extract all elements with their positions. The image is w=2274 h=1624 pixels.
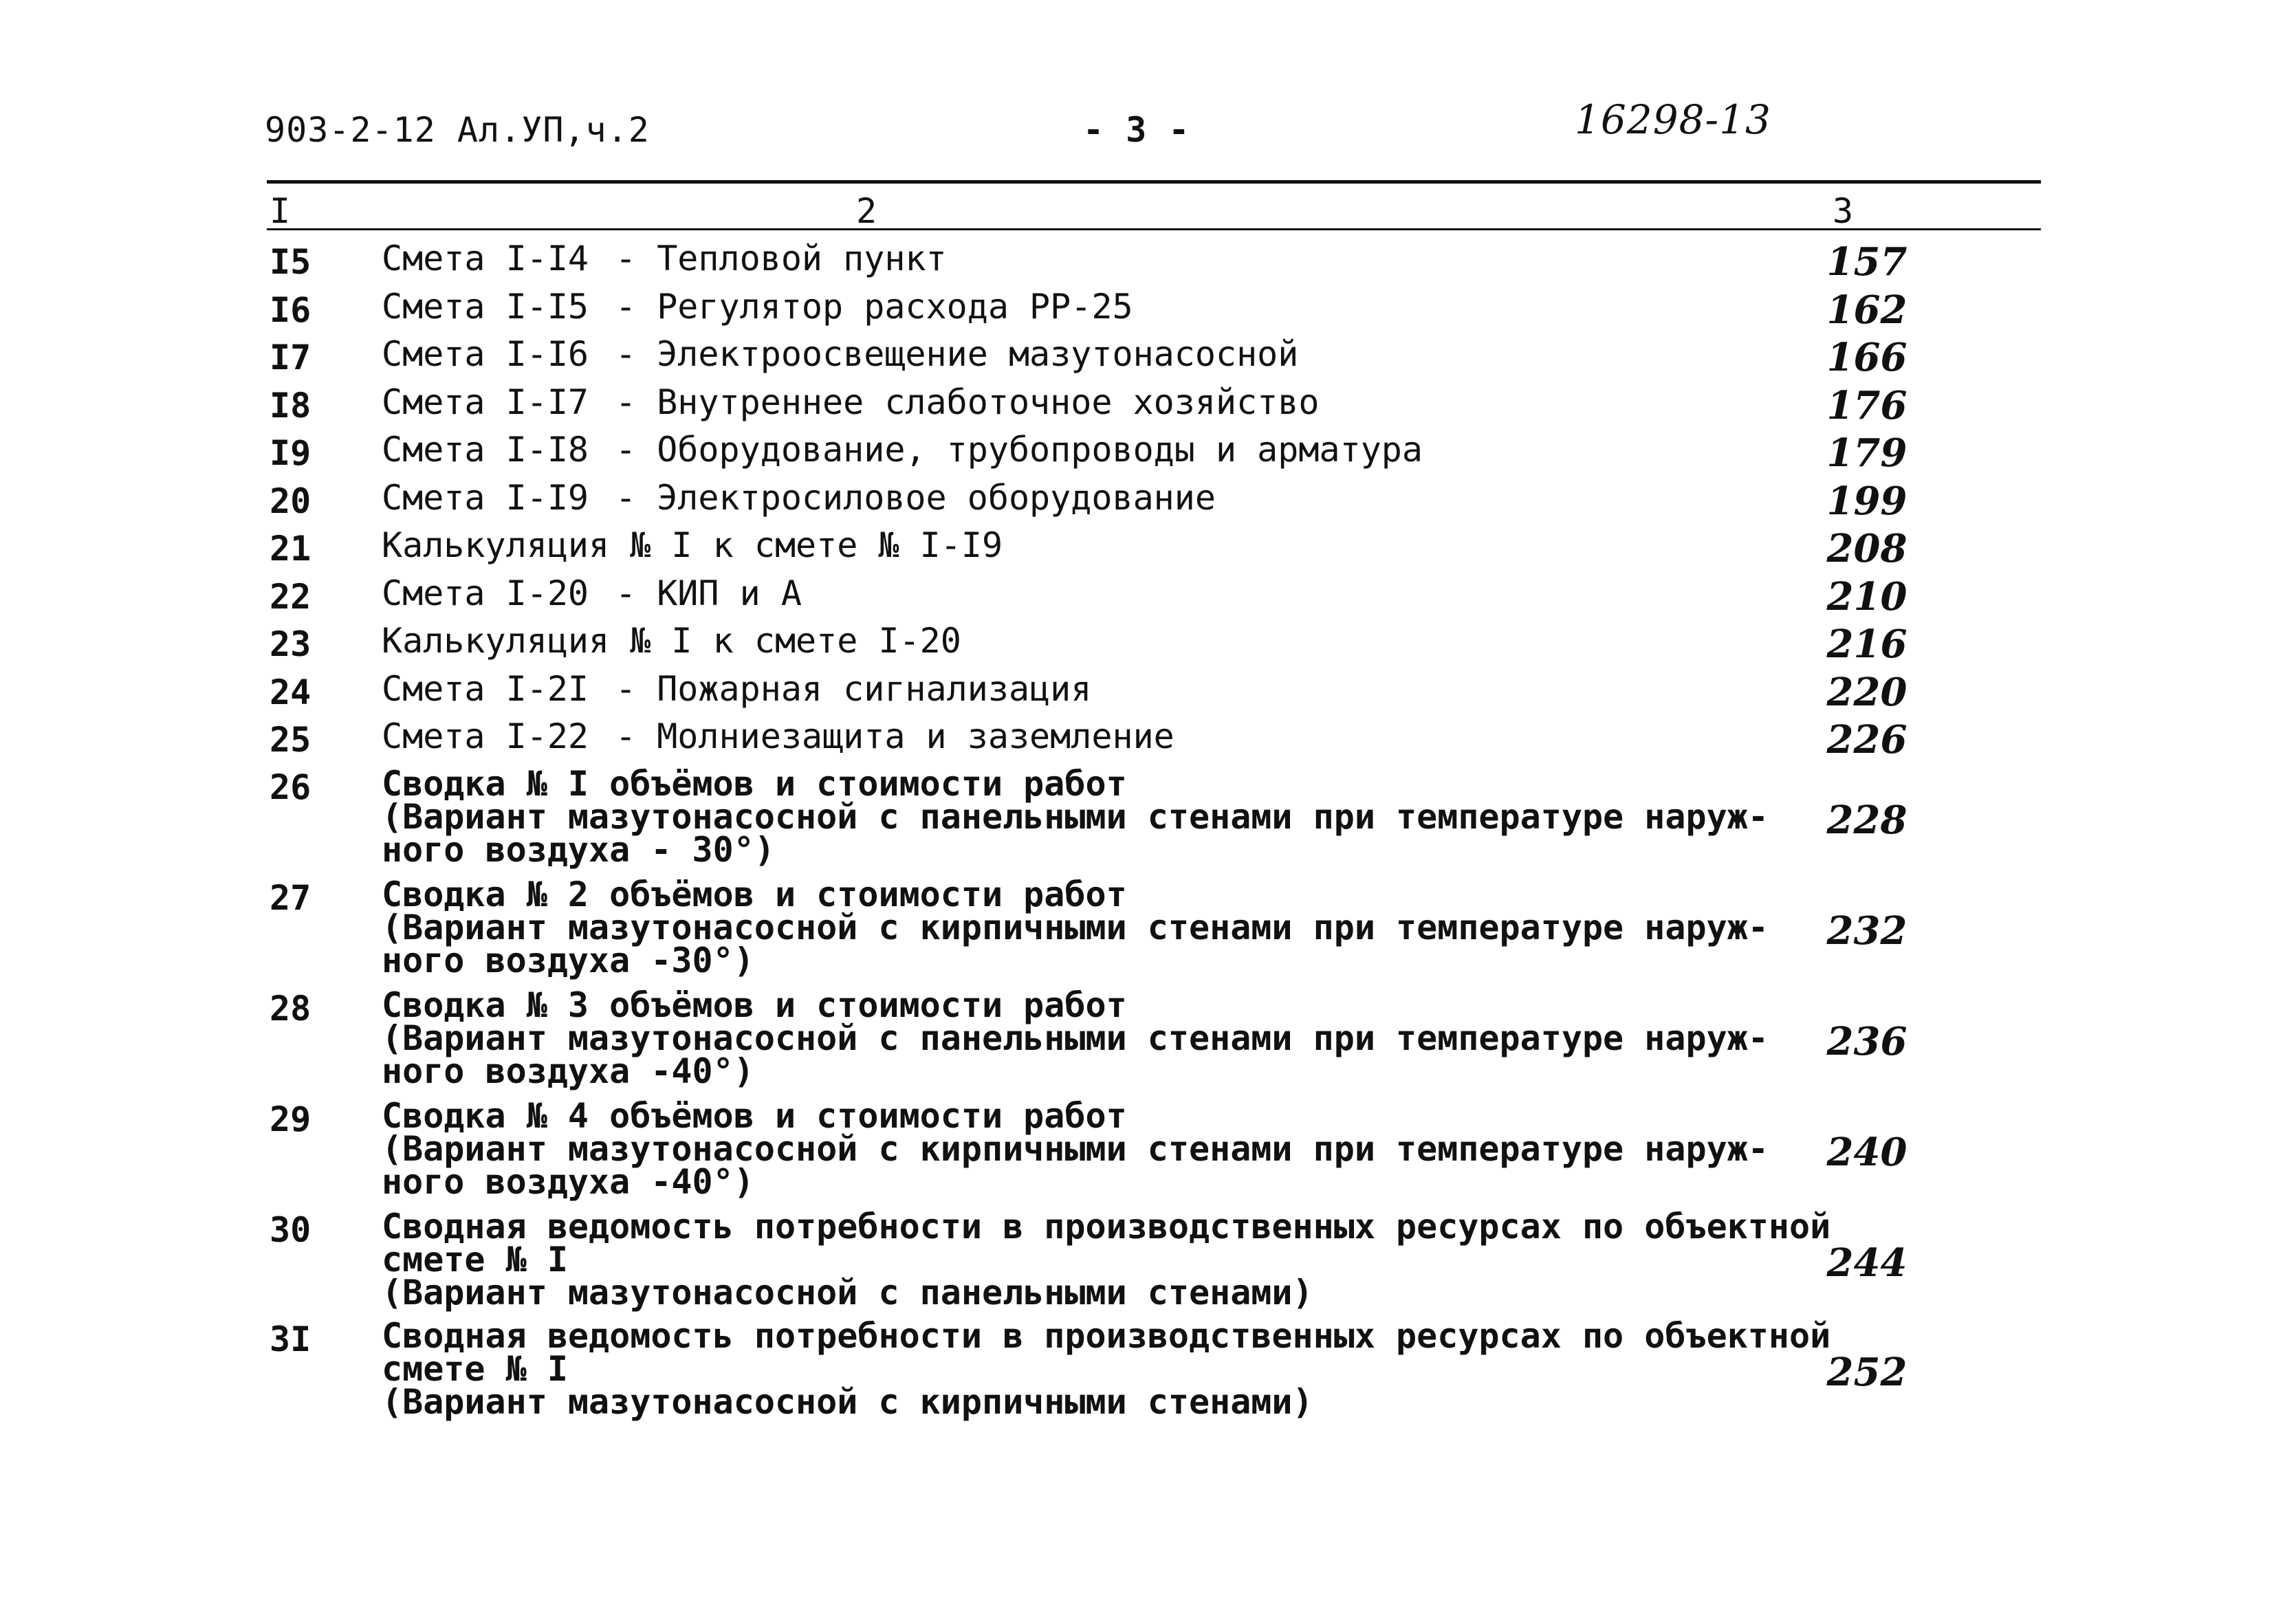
row-description <box>382 1096 1791 1202</box>
row-number: 26 <box>270 767 311 807</box>
page-reference: 228 <box>1826 798 1907 843</box>
page-reference: 176 <box>1826 382 1907 428</box>
description-line: Сводка № 3 объёмов и стоимости работ <box>382 985 1127 1025</box>
description-line: ного воздуха -40°) <box>382 1051 754 1091</box>
estimate-code: Смета I-22 <box>382 716 589 756</box>
row-number: 30 <box>270 1210 311 1250</box>
page-reference: 232 <box>1826 908 1907 954</box>
column-header-3: 3 <box>1833 191 1854 231</box>
page-reference: 252 <box>1826 1350 1907 1395</box>
row-number: 20 <box>270 481 311 521</box>
description-line: Сводка № I объёмов и стоимости работ <box>382 764 1127 804</box>
estimate-code: Смета I-2I <box>382 668 589 709</box>
row-number: 23 <box>270 624 311 664</box>
description-line: Сводка № 2 объёмов и стоимости работ <box>382 875 1127 914</box>
page-reference: 162 <box>1826 287 1907 333</box>
estimate-title: - Пожарная сигнализация <box>615 668 1092 709</box>
row-description <box>382 430 1791 470</box>
description-line: Сводка № 4 объёмов и стоимости работ <box>382 1096 1127 1136</box>
page-reference: 236 <box>1826 1019 1907 1064</box>
archive-number: 16298-13 <box>1575 96 1771 143</box>
row-number: 3I <box>270 1319 311 1359</box>
row-description <box>382 334 1791 374</box>
row-description <box>382 573 1791 613</box>
row-number: 27 <box>270 878 311 918</box>
row-number: 28 <box>270 989 311 1029</box>
description-line: (Вариант мазутонасосной с кирпичными стенами) <box>382 1382 1313 1422</box>
row-number: 29 <box>270 1099 311 1139</box>
page-reference: 244 <box>1826 1240 1907 1286</box>
estimate-code: Смета I-I9 <box>382 477 589 518</box>
row-description <box>382 477 1791 518</box>
page-reference: 208 <box>1826 526 1907 571</box>
row-number: I5 <box>270 242 311 282</box>
estimate-title: - Внутреннее слаботочное хозяйство <box>615 382 1320 422</box>
row-number: I6 <box>270 289 311 330</box>
document-code: 903-2-12 Ал.УП,ч.2 <box>265 110 650 150</box>
description-line: Сводная ведомость потребности в производственных ресурсах по объектной <box>382 1316 1831 1356</box>
description-line: смете № I <box>382 1240 568 1280</box>
page-reference: 210 <box>1826 573 1907 619</box>
row-description <box>382 668 1791 709</box>
estimate-title: - Электроосвещение мазутонасосной <box>615 334 1299 374</box>
description-line: (Вариант мазутонасосной с панельными стенами при температуре наруж- <box>382 797 1769 837</box>
estimate-code: Смета I-I8 <box>382 430 589 470</box>
column-header-2: 2 <box>856 191 877 231</box>
row-number: I7 <box>270 338 311 377</box>
row-number: 21 <box>270 529 311 569</box>
estimate-title: - Оборудование, трубопроводы и арматура <box>615 430 1423 470</box>
row-description <box>382 875 1791 980</box>
row-description <box>382 382 1791 422</box>
table-top-rule <box>267 180 2041 184</box>
description-line: (Вариант мазутонасосной с кирпичными стенами при температуре наруж- <box>382 1129 1769 1169</box>
estimate-title: - КИП и А <box>615 573 802 613</box>
table-header-rule <box>267 228 2041 230</box>
row-description: Калькуляция № I к смете № I-I9 <box>382 525 1003 565</box>
page-reference: 226 <box>1826 717 1907 762</box>
row-number: I9 <box>270 433 311 473</box>
estimate-code: Смета I-I4 <box>382 239 589 278</box>
row-description <box>382 239 1791 278</box>
description-line: (Вариант мазутонасосной с кирпичными стенами при температуре наруж- <box>382 908 1769 947</box>
page-reference: 220 <box>1826 669 1907 715</box>
page-reference: 179 <box>1826 430 1907 476</box>
description-line: Сводная ведомость потребности в производственных ресурсах по объектной <box>382 1207 1831 1247</box>
estimate-title: - Тепловой пункт <box>615 239 947 278</box>
row-description <box>382 1207 1831 1313</box>
row-number: 24 <box>270 672 311 712</box>
row-description <box>382 1316 1831 1422</box>
row-description <box>382 286 1791 327</box>
row-number: 25 <box>270 720 311 760</box>
description-line: смете № I <box>382 1349 568 1389</box>
description-line: (Вариант мазутонасосной с панельными стенами при температуре наруж- <box>382 1018 1769 1058</box>
estimate-title: - Молниезащита и заземление <box>615 716 1174 756</box>
description-line: ного воздуха - 30°) <box>382 830 775 870</box>
estimate-code: Смета I-I5 <box>382 286 589 327</box>
estimate-code: Смета I-I7 <box>382 382 589 422</box>
description-line: (Вариант мазутонасосной с панельными стенами) <box>382 1273 1313 1313</box>
page-reference: 240 <box>1826 1130 1907 1175</box>
estimate-code: Смета I-I6 <box>382 334 589 374</box>
page-number: - 3 - <box>1083 110 1190 150</box>
row-description <box>382 764 1791 870</box>
column-header-1: I <box>270 191 291 231</box>
page-reference: 166 <box>1826 335 1907 380</box>
page-reference: 199 <box>1826 478 1907 524</box>
estimate-title: - Электросиловое оборудование <box>615 477 1216 518</box>
estimate-code: Смета I-20 <box>382 573 589 613</box>
page-reference: 216 <box>1826 622 1907 667</box>
row-number: 22 <box>270 576 311 617</box>
description-line: ного воздуха -40°) <box>382 1162 754 1202</box>
row-description: Калькуляция № I к смете I-20 <box>382 621 961 661</box>
row-description <box>382 985 1791 1091</box>
estimate-title: - Регулятор расхода РР-25 <box>615 286 1133 327</box>
description-line: ного воздуха -30°) <box>382 941 754 980</box>
row-description <box>382 716 1791 756</box>
row-number: I8 <box>270 385 311 426</box>
page-reference: 157 <box>1826 239 1907 285</box>
